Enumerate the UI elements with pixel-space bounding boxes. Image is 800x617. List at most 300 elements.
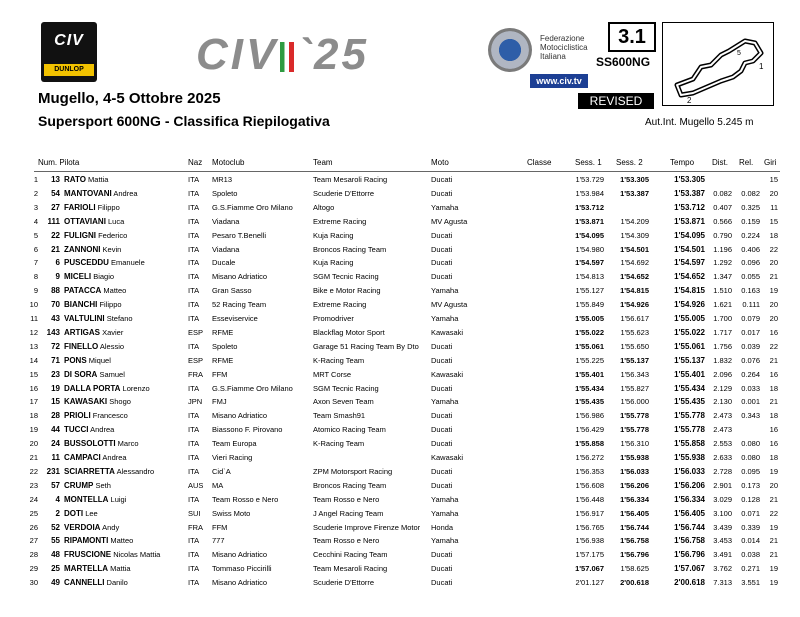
gap-previous: 0.406 (741, 244, 760, 254)
gap-first: 1.700 (713, 314, 732, 323)
gap-first: 3.439 (713, 522, 732, 532)
gap-previous: 0.076 (741, 355, 760, 365)
laps: 19 (769, 286, 778, 296)
rider-number: 72 (51, 341, 60, 351)
motoclub: Gran Sasso (212, 286, 252, 296)
position: 14 (29, 355, 38, 365)
rider-name (64, 354, 111, 367)
gap-previous: 0.095 (741, 466, 760, 476)
laps: 19 (769, 564, 778, 574)
header-divider (34, 171, 780, 172)
rider-number: 24 (51, 439, 60, 449)
best-time: 1'54.501 (674, 244, 705, 254)
rider-surname: RIPAMONTI (64, 536, 109, 546)
best-time: 1'53.871 (674, 216, 705, 226)
best-time: 1'56.334 (674, 494, 705, 504)
rider-firstname: Seth (95, 480, 111, 490)
best-time: 1'55.401 (674, 369, 705, 379)
best-time: 1'54.652 (674, 272, 705, 282)
rider-number: 55 (51, 536, 60, 546)
laps: 16 (769, 425, 778, 435)
position: 10 (29, 300, 38, 310)
team-name: SGM Tecnic Racing (313, 272, 379, 282)
gap-first: 7.313 (713, 578, 732, 588)
motoclub: Viadana (212, 216, 240, 226)
best-time: 1'54.926 (674, 300, 705, 310)
bike-make: Ducati (431, 272, 453, 282)
rider-surname: FINELLO (64, 341, 99, 351)
fmi-emblem-icon (488, 28, 532, 72)
table-row (0, 256, 800, 269)
best-time: 1'56.796 (674, 550, 705, 560)
laps: 19 (769, 466, 778, 476)
col-dist: Dist. (712, 158, 728, 167)
rider-name (64, 493, 126, 506)
session-2-time: 1'55.938 (620, 453, 649, 462)
rider-name (64, 548, 160, 561)
position: 1 (33, 175, 38, 184)
session-2-time: 2'00.618 (620, 578, 649, 588)
rider-number: 6 (55, 258, 60, 268)
track-length: Aut.Int. Mugello 5.245 m (645, 117, 754, 128)
nationality: ITA (188, 536, 200, 546)
rider-firstname: Nicolas Mattia (113, 550, 161, 560)
table-row (0, 229, 800, 242)
gap-previous: 0.343 (741, 411, 760, 421)
civ-logo-text: CIV (54, 32, 84, 49)
rider-name (64, 284, 126, 297)
table-row (0, 312, 800, 325)
session-2-time: 1'56.744 (620, 522, 649, 532)
rider-number: 13 (51, 175, 60, 184)
motoclub: Swiss Moto (212, 508, 251, 518)
gap-first: 0.790 (713, 230, 732, 240)
table-row (0, 354, 800, 367)
fmi-name-line: Federazione (540, 34, 585, 43)
session-1-time: 1'55.022 (575, 327, 604, 337)
team-name: SGM Tecnic Racing (313, 383, 379, 393)
bike-make: Yamaha (431, 397, 459, 407)
nationality: ITA (188, 286, 200, 296)
rider-surname: PUSCEDDU (64, 258, 109, 268)
nationality: AUS (188, 480, 204, 490)
laps: 20 (769, 258, 778, 268)
rider-name (64, 243, 121, 256)
team-name: Axon Seven Team (313, 397, 374, 407)
motoclub: Cid`A (212, 466, 231, 476)
rider-firstname: Kevin (102, 244, 122, 254)
col-giri: Giri (764, 158, 777, 167)
bike-make: Ducati (431, 258, 453, 268)
position: 21 (29, 453, 38, 462)
table-row (0, 493, 800, 506)
session-2-time: 1'56.206 (620, 480, 649, 490)
nationality: ITA (188, 466, 200, 476)
team-name: Scuderie Improve Firenze Motor (313, 522, 421, 532)
bike-make: Ducati (431, 425, 453, 435)
gap-previous: 0.079 (741, 314, 760, 323)
session-2-time: 1'55.650 (620, 341, 649, 351)
position: 18 (29, 411, 38, 421)
session-1-time: 1'56.917 (575, 508, 604, 518)
gap-first: 2.130 (713, 397, 732, 407)
team-name: Team Mesaroli Racing (313, 175, 388, 184)
civ-logo (41, 22, 97, 82)
table-row (0, 534, 800, 547)
bike-make: Ducati (431, 355, 453, 365)
rider-surname: RATO (64, 175, 86, 184)
gap-previous: 0.224 (741, 230, 760, 240)
bike-make: Yamaha (431, 286, 459, 296)
gap-previous: 0.159 (741, 216, 760, 226)
gap-first: 2.553 (713, 439, 732, 449)
bike-make: MV Agusta (431, 216, 468, 226)
rider-name (64, 382, 150, 395)
team-name: Garage 51 Racing Team By Dto (313, 341, 419, 351)
rider-firstname: Mattia (88, 175, 109, 184)
turn-label: 1 (759, 62, 764, 71)
rider-firstname: Matteo (103, 286, 127, 296)
best-time: 1'56.744 (674, 522, 705, 532)
team-name: Kuja Racing (313, 230, 354, 240)
laps: 11 (770, 202, 778, 212)
turn-label: 5 (737, 50, 741, 57)
rider-surname: TUCCI (64, 425, 89, 435)
dunlop-logo (44, 64, 94, 76)
rider-number: 57 (51, 480, 60, 490)
best-time: 1'56.758 (674, 536, 705, 546)
session-1-time: 1'56.448 (575, 494, 604, 504)
rider-surname: FARIOLI (64, 202, 96, 212)
rider-name (64, 340, 124, 353)
nationality: FRA (188, 522, 203, 532)
gap-first: 1.292 (713, 258, 732, 268)
motoclub: G.S.Fiamme Oro Milano (212, 202, 293, 212)
rider-firstname: Filippo (99, 300, 122, 310)
col-sess1: Sess. 1 (575, 158, 602, 167)
rider-surname: PATACCA (64, 286, 102, 296)
session-2-time: 1'54.692 (620, 258, 649, 268)
gap-previous: 0.271 (741, 564, 760, 574)
gap-first: 3.762 (713, 564, 732, 574)
table-row (0, 548, 800, 561)
rider-firstname: Alessandro (116, 466, 155, 476)
session-1-time: 1'55.849 (575, 300, 604, 310)
bike-make: Ducati (431, 188, 453, 198)
bike-make: MV Agusta (431, 300, 468, 310)
position: 24 (29, 494, 38, 504)
gap-first: 1.756 (713, 341, 732, 351)
bike-make: Yamaha (431, 494, 459, 504)
fmi-name-line: Italiana (540, 52, 566, 61)
rider-name (64, 298, 122, 311)
table-row (0, 423, 800, 436)
table-row (0, 465, 800, 478)
nationality: ESP (188, 327, 204, 337)
bike-make: Ducati (431, 383, 453, 393)
rider-number: 19 (51, 383, 60, 393)
laps: 22 (769, 244, 778, 254)
gap-first: 1.347 (713, 272, 732, 282)
team-name: Bike e Motor Racing (313, 286, 381, 296)
position: 25 (29, 508, 38, 518)
nationality: ITA (188, 439, 200, 449)
laps: 21 (769, 536, 778, 546)
table-row (0, 409, 800, 422)
doc-code: 3.1 (608, 22, 656, 52)
motoclub: Tommaso Piccirilli (212, 564, 272, 574)
gap-first: 0.407 (713, 202, 732, 212)
motoclub: FFM (212, 369, 228, 379)
rider-name (64, 256, 145, 269)
rider-surname: CANNELLI (64, 578, 105, 588)
fmi-name (540, 34, 588, 61)
gap-previous: 0.071 (741, 508, 760, 518)
rider-name (64, 229, 127, 242)
turn-label: 2 (687, 96, 692, 105)
championship-year: `25 (296, 30, 369, 79)
gap-first: 3.100 (713, 508, 732, 518)
gap-previous: 0.264 (741, 369, 760, 379)
team-name: K-Racing Team (313, 439, 365, 449)
gap-first: 2.473 (713, 411, 732, 421)
track-map (662, 22, 774, 106)
rider-firstname: Andrea (102, 453, 127, 462)
position: 11 (30, 314, 38, 323)
position: 26 (29, 522, 38, 532)
table-row (0, 576, 800, 589)
motoclub: Misano Adriatico (212, 578, 268, 588)
laps: 20 (769, 300, 778, 310)
championship-logo (196, 30, 369, 80)
race-title: Supersport 600NG - Classifica Riepilogativa (38, 113, 330, 129)
session-1-time: 1'56.986 (575, 411, 604, 421)
motoclub: Misano Adriatico (212, 411, 268, 421)
best-time: 1'55.778 (674, 411, 705, 421)
rider-surname: PRIOLI (64, 411, 91, 421)
laps: 20 (769, 480, 778, 490)
rider-firstname: Luigi (110, 494, 127, 504)
rider-firstname: Xavier (102, 327, 124, 337)
table-row (0, 201, 800, 214)
best-time: 1'53.305 (674, 175, 705, 184)
rider-firstname: Miquel (88, 355, 111, 365)
rider-surname: KAWASAKI (64, 397, 108, 407)
rider-firstname: Andy (102, 522, 120, 532)
rider-firstname: Lorenzo (122, 383, 150, 393)
table-row (0, 395, 800, 408)
bike-make: Ducati (431, 550, 453, 560)
rider-firstname: Luca (108, 216, 125, 226)
team-name: K-Racing Team (313, 355, 365, 365)
bike-make: Ducati (431, 341, 453, 351)
table-row (0, 284, 800, 297)
nationality: ITA (188, 341, 200, 351)
position: 4 (33, 216, 38, 226)
session-1-time: 1'55.225 (575, 355, 604, 365)
bike-make: Ducati (431, 564, 453, 574)
col-sess2: Sess. 2 (616, 158, 643, 167)
gap-first: 0.082 (713, 188, 732, 198)
rider-number: 21 (51, 244, 60, 254)
rider-surname: MANTOVANI (64, 188, 112, 198)
col-tempo: Tempo (670, 158, 695, 167)
table-row (0, 326, 800, 339)
rider-number: 88 (51, 286, 60, 296)
best-time: 1'57.067 (674, 564, 705, 574)
session-2-time: 1'53.387 (620, 188, 649, 198)
rider-number: 11 (51, 453, 60, 462)
col-classe: Classe (527, 158, 552, 167)
gap-previous: 0.128 (741, 494, 760, 504)
rider-surname: CRUMP (64, 480, 94, 490)
team-name: Blackflag Motor Sport (313, 327, 385, 337)
best-time: 1'54.815 (674, 286, 705, 296)
nationality: ITA (188, 425, 200, 435)
table-row (0, 270, 800, 283)
motoclub: Vieri Racing (212, 453, 253, 462)
session-1-time: 1'54.980 (575, 244, 604, 254)
position: 15 (29, 369, 38, 379)
championship-logo-text: CIV (196, 30, 279, 79)
fmi-url[interactable]: www.civ.tv (530, 74, 588, 88)
bike-make: Ducati (431, 244, 453, 254)
session-1-time: 1'53.871 (575, 216, 604, 226)
bike-make: Ducati (431, 230, 453, 240)
rider-firstname: Matteo (110, 536, 134, 546)
table-row (0, 215, 800, 228)
best-time: 1'53.712 (674, 202, 705, 212)
nationality: ITA (188, 453, 200, 462)
session-2-time: 1'55.827 (620, 383, 649, 393)
team-name: J Angel Racing Team (313, 508, 384, 518)
motoclub: MA (212, 480, 224, 490)
bike-make: Honda (431, 522, 454, 532)
rider-number: 54 (51, 188, 60, 198)
position: 13 (29, 341, 38, 351)
rider-surname: DOTI (64, 508, 84, 518)
rider-number: 143 (46, 327, 60, 337)
team-name: Team Mesaroli Racing (313, 564, 388, 574)
team-name: Promodriver (313, 314, 354, 323)
session-2-time: 1'58.625 (620, 564, 649, 574)
gap-previous: 0.033 (741, 383, 760, 393)
laps: 18 (769, 453, 778, 462)
gap-previous: 0.017 (741, 327, 760, 337)
motoclub: Biassono F. Pirovano (212, 425, 283, 435)
laps: 21 (769, 550, 778, 560)
rider-firstname: Lee (85, 508, 98, 518)
session-2-time: 1'56.758 (620, 536, 649, 546)
session-1-time: 1'56.938 (575, 536, 604, 546)
session-2-time: 1'56.617 (620, 314, 649, 323)
rider-surname: FULIGNI (64, 230, 96, 240)
team-name: Kuja Racing (313, 258, 354, 268)
laps: 18 (769, 230, 778, 240)
rider-surname: SCIARRETTA (64, 466, 115, 476)
motoclub: FFM (212, 522, 228, 532)
rider-name (64, 326, 123, 339)
best-time: 1'54.597 (674, 258, 705, 268)
session-1-time: 2'01.127 (575, 578, 604, 588)
col-num-pilota: Num. Pilota (38, 158, 80, 167)
gap-previous: 0.163 (741, 286, 760, 296)
position: 6 (33, 244, 38, 254)
rider-number: 49 (51, 578, 60, 588)
nationality: ITA (188, 564, 200, 574)
rider-name (64, 534, 133, 547)
rider-number: 43 (51, 314, 60, 323)
motoclub: Esseviservice (212, 314, 258, 323)
rider-number: 231 (46, 466, 60, 476)
team-name: Cecchini Racing Team (313, 550, 388, 560)
best-time: 1'55.005 (674, 314, 705, 323)
category-label: SS600NG (596, 55, 651, 69)
laps: 19 (769, 522, 778, 532)
rider-name (64, 173, 108, 186)
rider-surname: VALTULINI (64, 314, 105, 323)
laps: 20 (769, 188, 778, 198)
gap-previous: 0.096 (741, 258, 760, 268)
position: 27 (29, 536, 38, 546)
session-2-time: 1'54.926 (620, 300, 649, 310)
rider-number: 22 (51, 230, 60, 240)
rider-surname: MARTELLA (64, 564, 108, 574)
nationality: ITA (188, 494, 200, 504)
rider-firstname: Danilo (106, 578, 128, 588)
rider-firstname: Shogo (109, 397, 131, 407)
motoclub: Team Europa (212, 439, 257, 449)
team-name: Extreme Racing (313, 300, 367, 310)
col-team: Team (313, 158, 333, 167)
nationality: ESP (188, 355, 204, 365)
nationality: ITA (188, 411, 200, 421)
rider-name (64, 270, 114, 283)
nationality: ITA (188, 188, 200, 198)
team-name: Extreme Racing (313, 216, 367, 226)
table-row (0, 437, 800, 450)
bike-make: Kawasaki (431, 369, 464, 379)
rider-number: 23 (51, 369, 60, 379)
rider-firstname: Alessio (99, 341, 125, 351)
rider-name (64, 562, 131, 575)
laps: 21 (769, 494, 778, 504)
nationality: ITA (188, 383, 200, 393)
rider-name (64, 215, 124, 228)
rider-number: 70 (51, 300, 60, 310)
session-1-time: 1'55.858 (575, 439, 604, 449)
nationality: ITA (188, 175, 200, 184)
laps: 20 (769, 314, 778, 323)
rider-surname: CAMPACI (64, 453, 101, 462)
sponsor-text: DUNLOP (54, 66, 84, 73)
session-2-time: 1'54.815 (620, 286, 649, 296)
rider-surname: BIANCHI (64, 300, 98, 310)
session-2-time: 1'55.778 (620, 425, 649, 435)
rider-surname: MONTELLA (64, 494, 109, 504)
motoclub: FMJ (212, 397, 227, 407)
motoclub: Ducale (212, 258, 236, 268)
gap-first: 2.633 (713, 453, 732, 462)
laps: 21 (769, 397, 778, 407)
rider-name (64, 312, 133, 325)
session-1-time: 1'54.597 (575, 258, 604, 268)
motoclub: RFME (212, 355, 234, 365)
motoclub: G.S.Fiamme Oro Milano (212, 383, 293, 393)
session-2-time: 1'54.652 (620, 272, 649, 282)
motoclub: Team Rosso e Nero (212, 494, 279, 504)
session-2-time: 1'56.000 (620, 397, 649, 407)
